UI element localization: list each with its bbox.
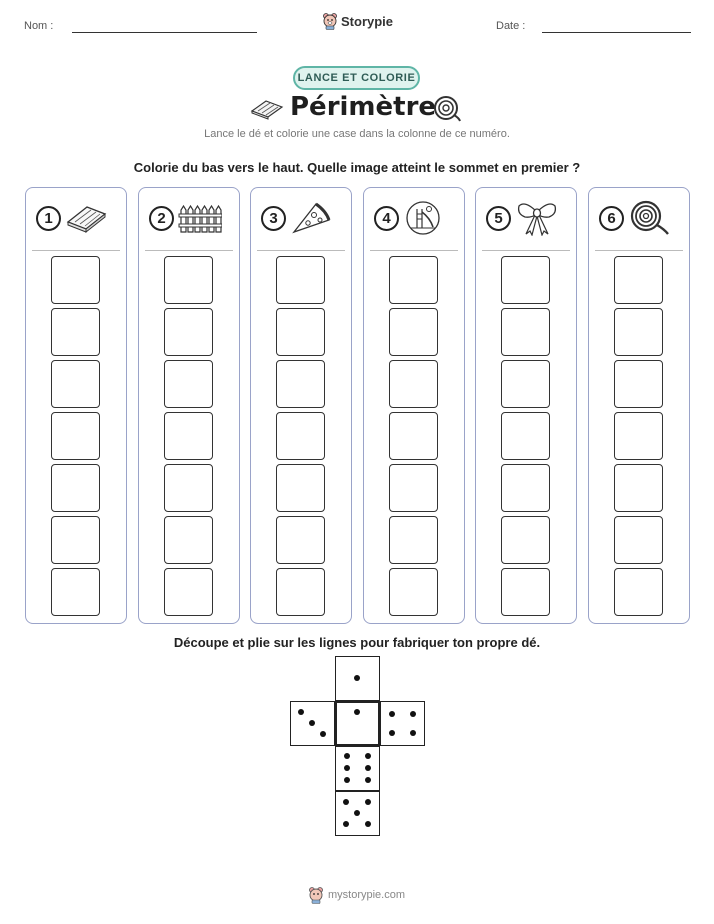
die-instruction: Découpe et plie sur les lignes pour fabriquer ton propre dé. [173, 635, 541, 650]
cell-4-6[interactable] [389, 516, 438, 564]
column-2 [138, 187, 240, 624]
footer-url[interactable]: mystorypie.com [328, 889, 406, 901]
cell-4-3[interactable] [389, 360, 438, 408]
cell-1-5[interactable] [51, 464, 100, 512]
die-pip [365, 799, 371, 805]
column-number: 3 [261, 206, 286, 231]
die-pip [365, 777, 371, 783]
die-pip [354, 709, 360, 715]
fence-icon [178, 202, 222, 234]
column-number: 5 [486, 206, 511, 231]
column-number: 4 [374, 206, 399, 231]
cell-5-2[interactable] [501, 308, 550, 356]
die-pip [320, 731, 326, 737]
die-pip [343, 799, 349, 805]
cell-2-4[interactable] [164, 412, 213, 460]
cell-3-1[interactable] [276, 256, 325, 304]
die-face-6 [335, 746, 380, 791]
bow-icon [515, 200, 559, 236]
cell-4-7[interactable] [389, 568, 438, 616]
cell-2-1[interactable] [164, 256, 213, 304]
column-3 [250, 187, 352, 624]
cell-6-1[interactable] [614, 256, 663, 304]
bear-logo-icon [308, 886, 324, 904]
die-pip [389, 711, 395, 717]
bear-logo-icon [322, 12, 338, 30]
die-face-4 [380, 701, 425, 746]
name-line [72, 32, 257, 33]
column-number: 1 [36, 206, 61, 231]
cell-6-4[interactable] [614, 412, 663, 460]
die-pip [309, 720, 315, 726]
cell-1-4[interactable] [51, 412, 100, 460]
tray-icon [65, 202, 107, 234]
cell-6-7[interactable] [614, 568, 663, 616]
cell-3-6[interactable] [276, 516, 325, 564]
subtitle: Lance le dé et colorie une case dans la colonne de ce numéro. [204, 128, 510, 140]
die-pip [354, 810, 360, 816]
date-line [542, 32, 691, 33]
question-text: Colorie du bas vers le haut. Quelle image atteint le sommet en premier ? [133, 160, 581, 175]
date-label: Date : [496, 20, 526, 32]
activity-badge: LANCE ET COLORIE [293, 66, 420, 90]
cell-3-3[interactable] [276, 360, 325, 408]
die-pip [410, 730, 416, 736]
playground-icon [403, 200, 443, 236]
cell-1-7[interactable] [51, 568, 100, 616]
cell-2-5[interactable] [164, 464, 213, 512]
cell-2-7[interactable] [164, 568, 213, 616]
die-pip [298, 709, 304, 715]
die-pip [344, 777, 350, 783]
cell-1-6[interactable] [51, 516, 100, 564]
cell-3-4[interactable] [276, 412, 325, 460]
cell-5-1[interactable] [501, 256, 550, 304]
cell-2-6[interactable] [164, 516, 213, 564]
cell-6-5[interactable] [614, 464, 663, 512]
die-pip [344, 753, 350, 759]
die-face-5 [335, 791, 380, 836]
column-number: 2 [149, 206, 174, 231]
column-4 [363, 187, 465, 624]
cell-5-4[interactable] [501, 412, 550, 460]
die-pip [343, 821, 349, 827]
die-pip [389, 730, 395, 736]
die-pip [365, 821, 371, 827]
die-face-3 [290, 701, 335, 746]
cell-3-5[interactable] [276, 464, 325, 512]
cell-1-1[interactable] [51, 256, 100, 304]
die-pip [410, 711, 416, 717]
cell-3-2[interactable] [276, 308, 325, 356]
cell-2-3[interactable] [164, 360, 213, 408]
cell-6-3[interactable] [614, 360, 663, 408]
cell-2-2[interactable] [164, 308, 213, 356]
page-title: Périmètre [290, 92, 437, 122]
cell-5-5[interactable] [501, 464, 550, 512]
brand-name: Storypie [341, 13, 394, 29]
cell-5-7[interactable] [501, 568, 550, 616]
cell-4-1[interactable] [389, 256, 438, 304]
cell-4-4[interactable] [389, 412, 438, 460]
cell-4-5[interactable] [389, 464, 438, 512]
die-face-1-center [335, 701, 380, 746]
cell-1-3[interactable] [51, 360, 100, 408]
cell-4-2[interactable] [389, 308, 438, 356]
rope-coil-icon [628, 200, 670, 236]
cell-5-3[interactable] [501, 360, 550, 408]
column-number: 6 [599, 206, 624, 231]
die-face-1 [335, 656, 380, 701]
cell-6-2[interactable] [614, 308, 663, 356]
cell-6-6[interactable] [614, 516, 663, 564]
tray-icon [250, 98, 284, 120]
die-pip [344, 765, 350, 771]
die-pip [354, 675, 360, 681]
name-label: Nom : [24, 20, 54, 32]
column-5 [475, 187, 577, 624]
cell-3-7[interactable] [276, 568, 325, 616]
column-6 [588, 187, 690, 624]
brand-logo [322, 12, 393, 30]
die-pip [365, 765, 371, 771]
column-1 [25, 187, 127, 624]
rope-coil-icon [432, 94, 462, 122]
pizza-slice-icon [290, 201, 332, 235]
cell-5-6[interactable] [501, 516, 550, 564]
footer [308, 886, 405, 904]
cell-1-2[interactable] [51, 308, 100, 356]
die-pip [365, 753, 371, 759]
